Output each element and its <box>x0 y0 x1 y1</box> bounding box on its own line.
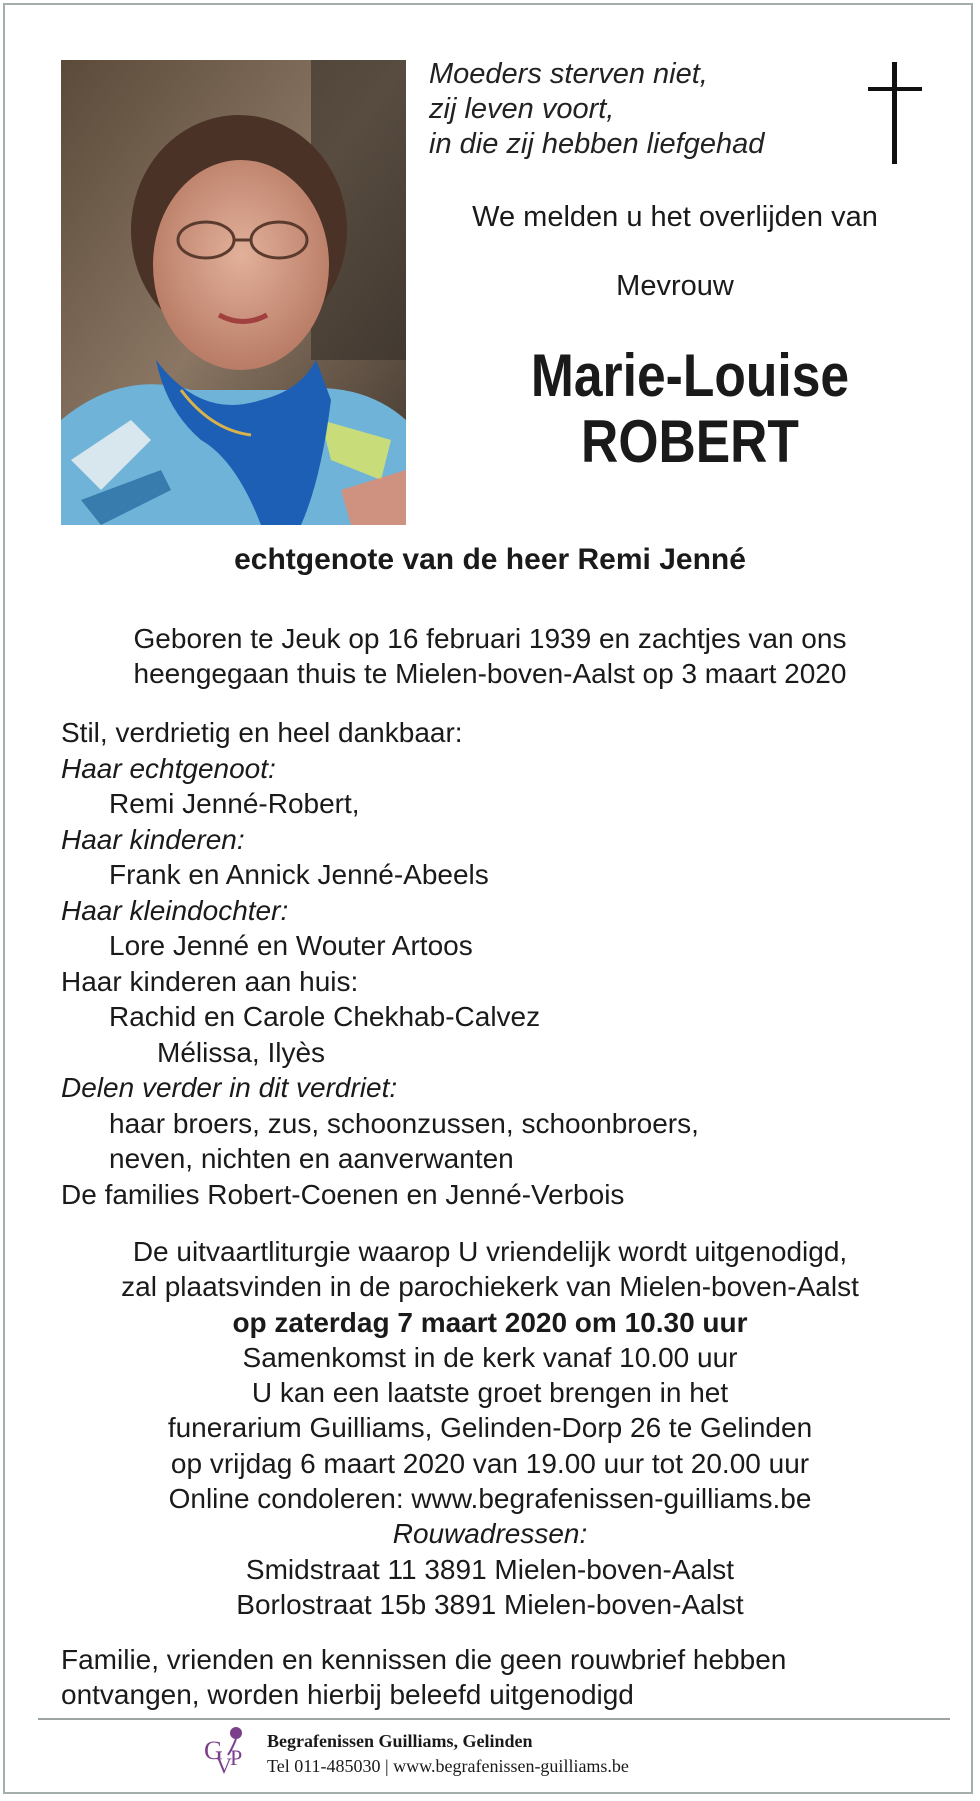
birth-line: Geboren te Jeuk op 16 februari 1939 en zachtjes van ons <box>133 623 847 654</box>
poem-line: Moeders sterven niet, <box>429 58 708 90</box>
last-name: ROBERT <box>581 408 799 475</box>
mourning-address: Smidstraat 11 3891 Mielen-boven-Aalst <box>245 1553 735 1585</box>
farewell-line: U kan een laatste groet brengen in het <box>251 1377 729 1409</box>
closing-note <box>61 1642 786 1712</box>
family-list <box>61 715 699 1212</box>
farewell-line: op vrijdag 6 maart 2020 van 19.00 uur tot 20.00 uur <box>170 1447 810 1479</box>
poem <box>429 57 764 162</box>
gathering-line: Samenkomst in de kerk vanaf 10.00 uur <box>242 1341 738 1373</box>
poem-line: zij leven voort, <box>429 93 615 125</box>
portrait-photo <box>61 60 406 525</box>
home-grandchildren-names: Mélissa, Ilyès <box>157 1036 326 1068</box>
funeral-home-logo-icon <box>202 1725 252 1783</box>
family-intro: Stil, verdrietig en heel dankbaar: <box>61 717 463 748</box>
obituary-card <box>3 3 973 1794</box>
children-names: Frank en Annick Jenné-Abeels <box>109 859 489 890</box>
cross-icon <box>868 62 922 164</box>
families-line: De families Robert-Coenen en Jenné-Verbois <box>61 1178 625 1210</box>
announcement: We melden u het overlijden van <box>472 201 878 233</box>
svg-text:V: V <box>216 1753 232 1778</box>
relatives-line: haar broers, zus, schoonzussen, schoonbroers, <box>109 1107 699 1139</box>
mourning-address: Borlostraat 15b 3891 Mielen-boven-Aalst <box>236 1588 744 1620</box>
service-date-time: op zaterdag 7 maart 2020 om 10.30 uur <box>232 1306 748 1338</box>
spouse-line: echtgenote van de heer Remi Jenné <box>234 543 746 576</box>
closing-line: Familie, vrienden en kennissen die geen rouwbrief hebben <box>61 1644 787 1675</box>
service-line: De uitvaartliturgie waarop U vriendelijk wordt uitgenodigd, <box>132 1236 848 1267</box>
addresses-label: Rouwadressen: <box>392 1518 588 1550</box>
home-children-names: Rachid en Carole Chekhab-Calvez <box>109 1001 541 1032</box>
service-info <box>5 1234 975 1622</box>
svg-text:G: G <box>204 1736 223 1765</box>
granddaughter-label: Haar kleindochter: <box>61 894 289 926</box>
online-condolence: Online condoleren: www.begrafenissen-guilliams.be <box>168 1483 812 1515</box>
granddaughter-names: Lore Jenné en Wouter Artoos <box>109 930 473 961</box>
birth-death-info <box>5 621 975 691</box>
honorific: Mevrouw <box>616 270 734 302</box>
svg-text:P: P <box>230 1745 243 1770</box>
children-label: Haar kinderen: <box>61 823 245 855</box>
poem-line: in die zij hebben liefgehad <box>429 128 765 160</box>
funeral-home-contact: Tel 011-485030 | www.begrafenissen-guilliams.be <box>267 1756 629 1776</box>
service-line: zal plaatsvinden in de parochiekerk van Mielen-boven-Aalst <box>121 1271 859 1303</box>
closing-line: ontvangen, worden hierbij beleefd uitgenodigd <box>61 1679 634 1710</box>
funeral-home-name: Begrafenissen Guilliams, Gelinden <box>267 1731 533 1751</box>
grief-label: Delen verder in dit verdriet: <box>61 1072 398 1103</box>
first-name: Marie-Louise <box>530 342 850 409</box>
home-children-label: Haar kinderen aan huis: <box>61 965 359 997</box>
footer-divider <box>38 1718 950 1720</box>
relatives-line: neven, nichten en aanverwanten <box>109 1143 514 1174</box>
death-line: heengegaan thuis te Mielen-boven-Aalst op 3 maart 2020 <box>133 658 847 689</box>
husband-name: Remi Jenné-Robert, <box>109 788 360 819</box>
farewell-line: funerarium Guilliams, Gelinden-Dorp 26 te Gelinden <box>167 1412 813 1444</box>
husband-label: Haar echtgenoot: <box>61 752 276 784</box>
deceased-name <box>462 343 918 475</box>
